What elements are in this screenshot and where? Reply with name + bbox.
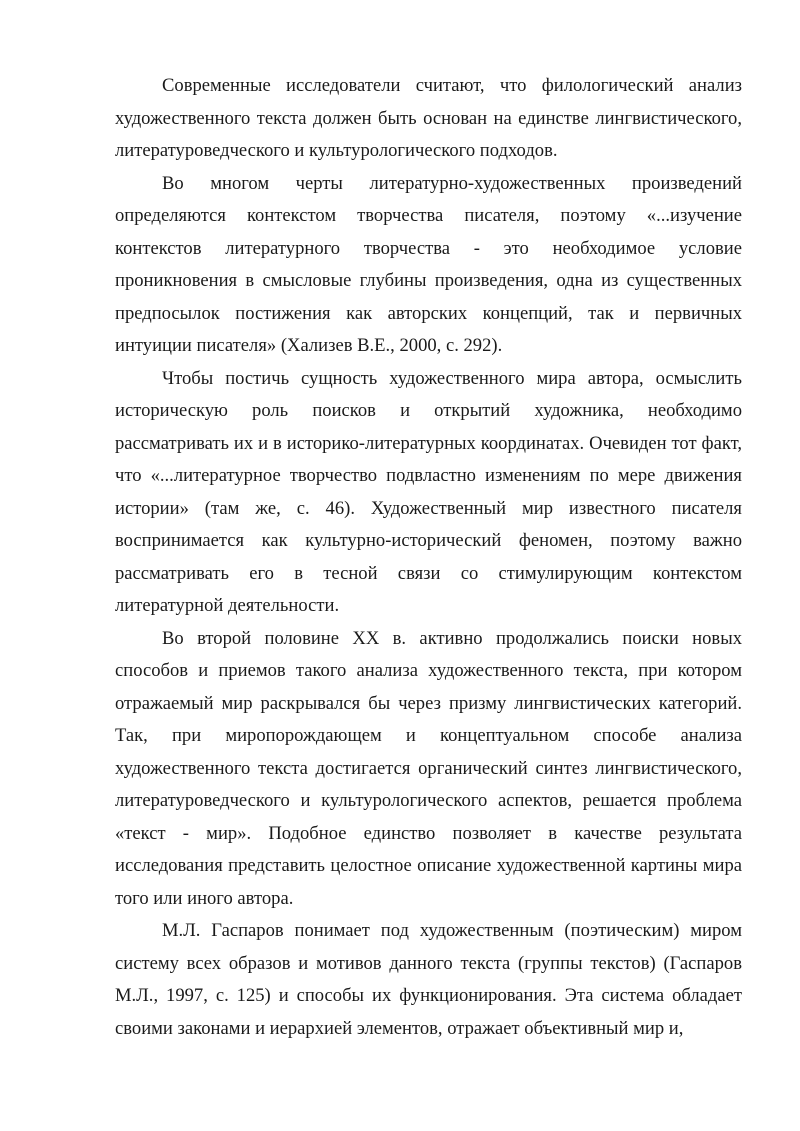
paragraph: Во многом черты литературно-художественных произведений определяются контекстом творчества писателя, поэтому «...изучение контекстов литературного творчества - это необходимое условие проникновения в смысловые глубины произведения, одна из существенных предпосылок постижения как авторских концепций, так и первичных интуиции писателя» (Хализев В.Е., 2000, с. 292). <box>115 172 742 356</box>
body-text <box>115 70 742 1045</box>
paragraph: Чтобы постичь сущность художественного мира автора, осмыслить историческую роль поисков и открытий художника, необходимо рассматривать их и в историко-литературных координатах. Очевиден тот факт, что «...литературное творчество подвластно изменениям по мере движения истории» (там же, с. 46). Художественный мир известного писателя воспринимается как культурно-исторический феномен, поэтому важно рассматривать его в тесной связи со стимулирующим контекстом литературной деятельности. <box>115 367 742 616</box>
paragraph: Во второй половине XX в. активно продолжались поиски новых способов и приемов такого анализа художественного текста, при котором отражаемый мир раскрывался бы через призму лингвистических категорий. Так, при миропорождающем и концептуальном способе анализа художественного текста достигается органический синтез лингвистического, литературоведческого и культурологического аспектов, решается проблема «текст - мир». Подобное единство позволяет в качестве результата исследования представить целостное описание художественной картины мира того или иного автора. <box>115 627 742 909</box>
paragraph: М.Л. Гаспаров понимает под художественным (поэтическим) миром систему всех образов и мотивов данного текста (группы текстов) (Гаспаров М.Л., 1997, с. 125) и способы их функционирования. Эта система обладает своими законами и иерархией элементов, отражает объективный мир и, <box>115 920 742 1039</box>
paragraph: Современные исследователи считают, что филологический анализ художественного текста должен быть основан на единстве лингвистического, литературоведческого и культурологического подходов. <box>115 75 742 161</box>
